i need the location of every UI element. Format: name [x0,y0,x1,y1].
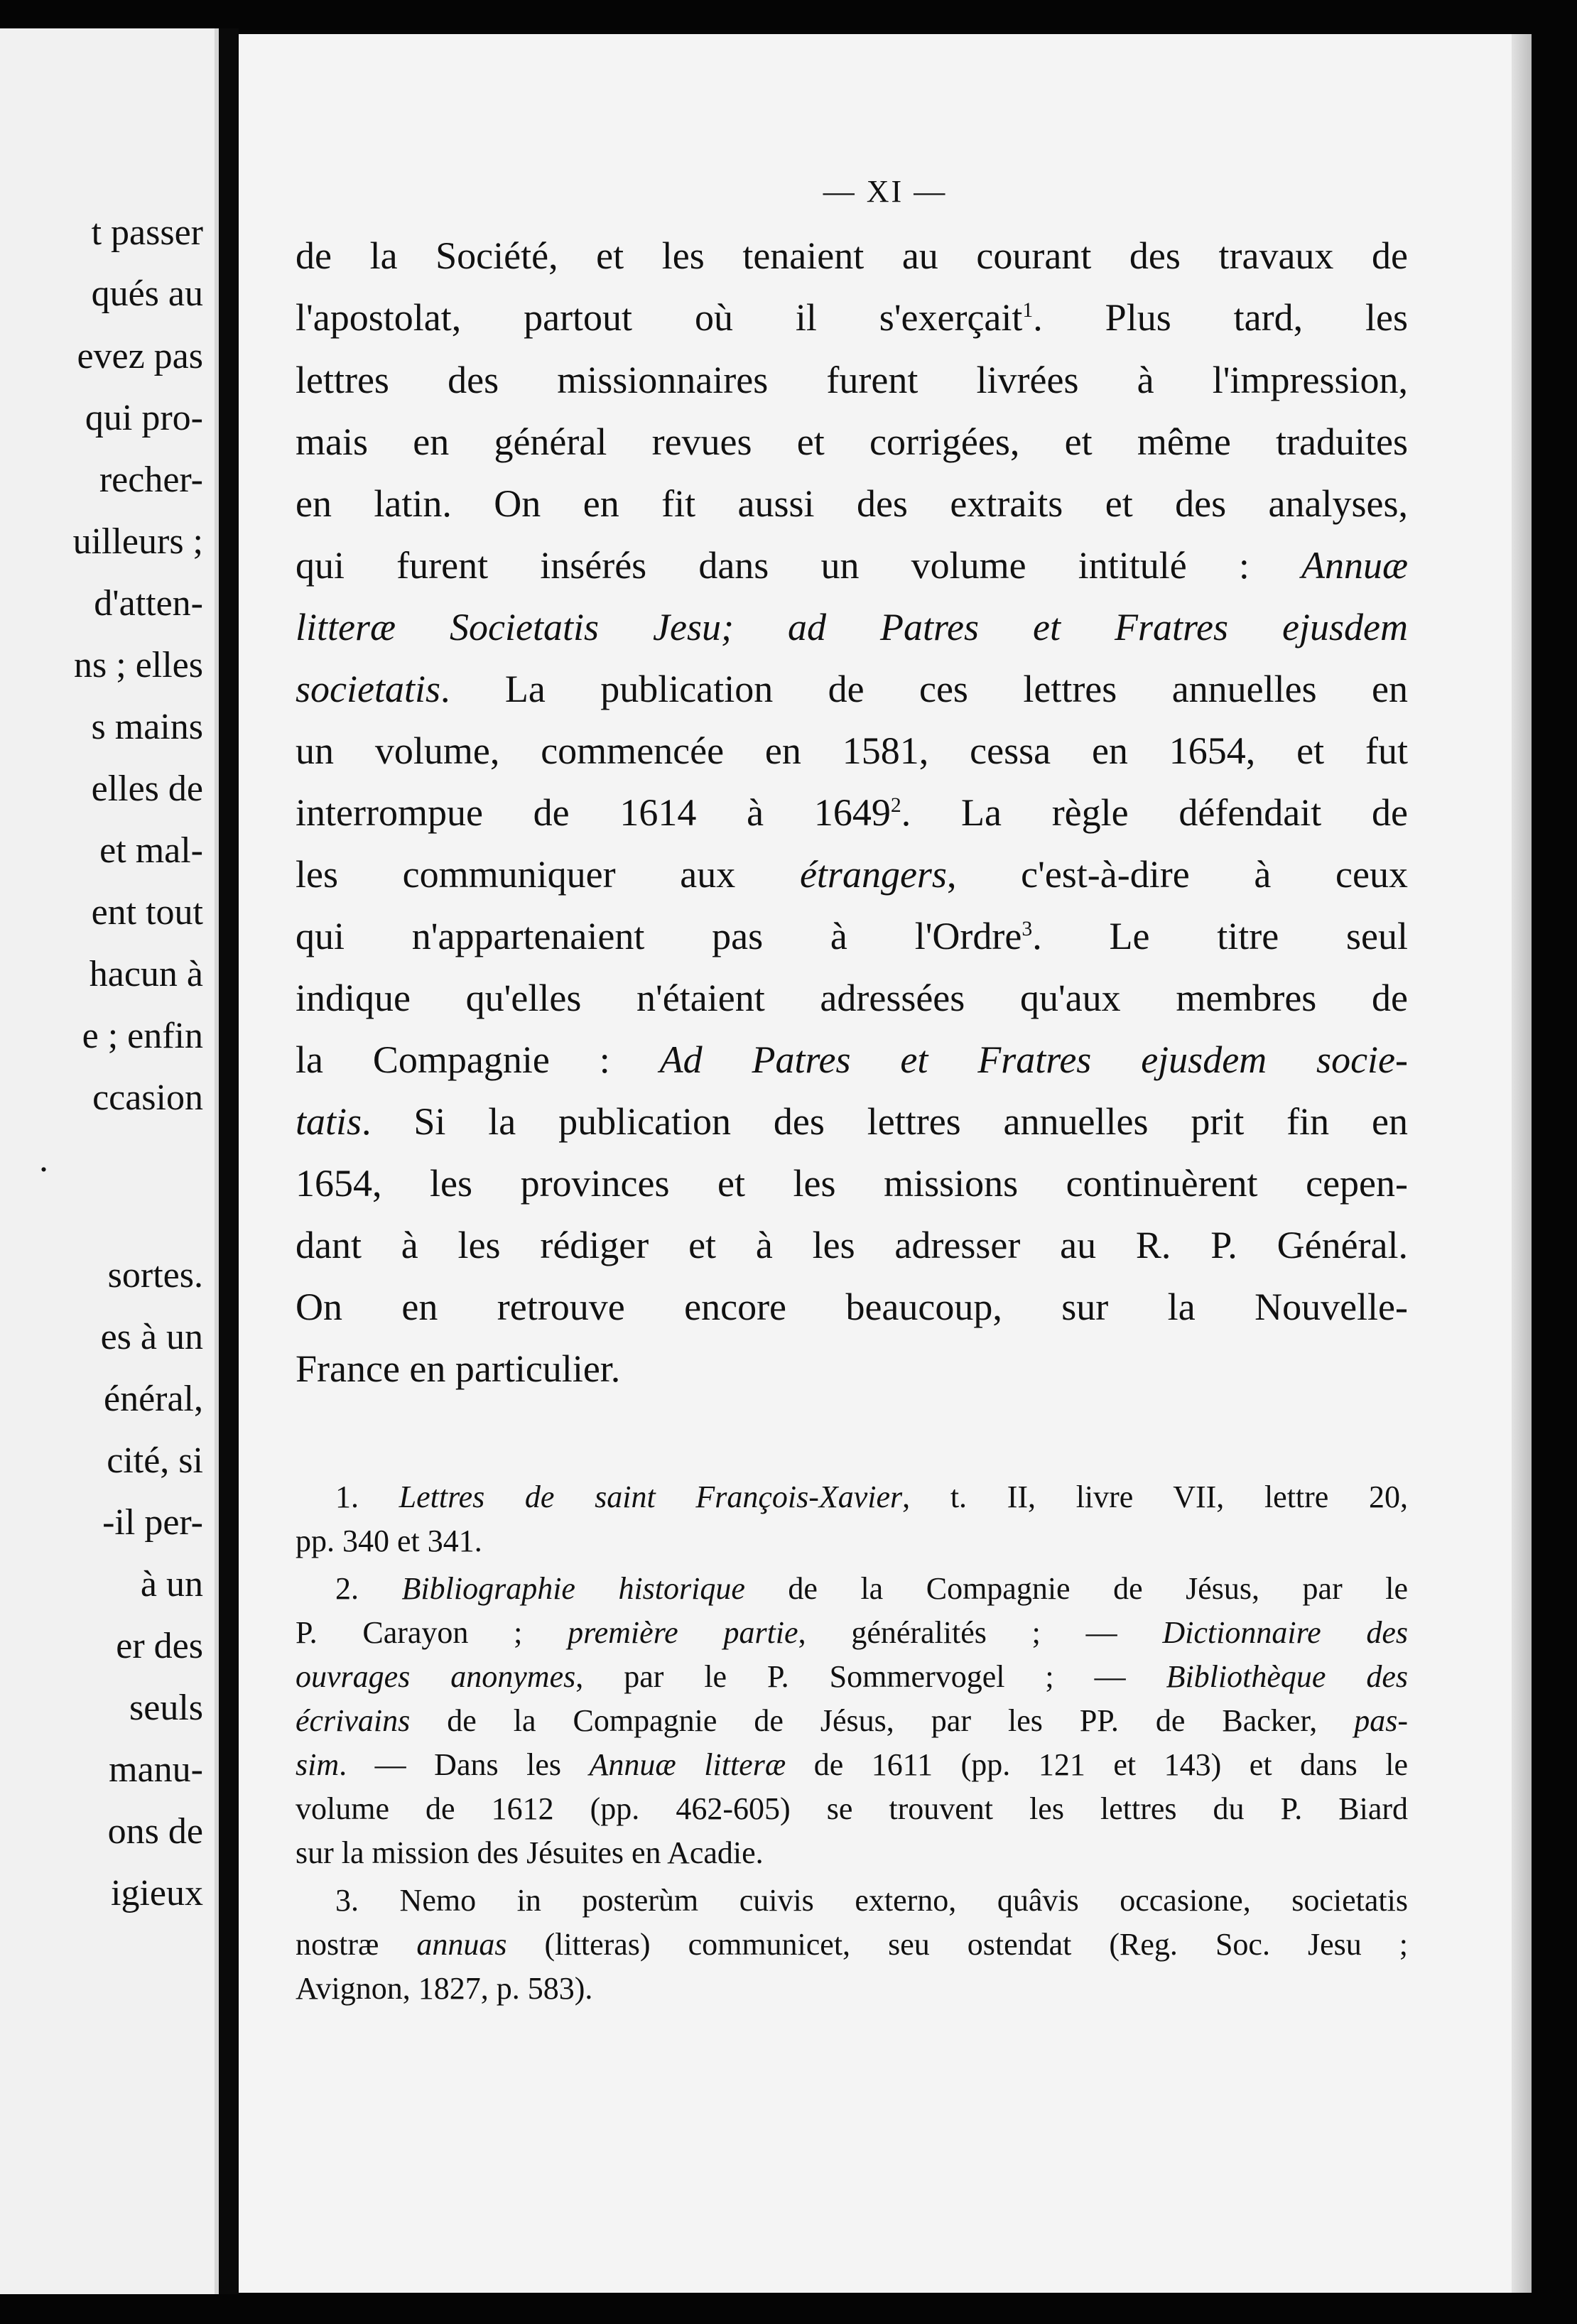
left-line: seuls [129,1688,203,1728]
left-line: ccasion [92,1077,203,1118]
footnote-line: pp. 340 et 341. [296,1524,482,1558]
left-line: igieux [111,1873,203,1913]
body-line: litteræ Societatis Jesu; ad Patres et Fratres ejusdem [296,606,1408,648]
footnote-line: 1. Lettres de saint François-Xavier, t. II, livre VII, lettre 20, [335,1479,1408,1514]
left-line: recher- [99,460,203,500]
body-line: qui furent insérés dans un volume intitulé : Annuæ [296,544,1408,587]
left-line: manu- [109,1749,203,1790]
page-number: — XI — [823,174,948,209]
footnote-line: nostræ annuas (litteras) communicet, seu ostendat (Reg. Soc. Jesu ; [296,1927,1408,1962]
left-line: sortes. [107,1255,203,1296]
footnote-line: P. Carayon ; première partie, généralités ; — Dictionnaire des [296,1615,1409,1650]
left-line: à un [140,1564,203,1604]
left-line: qui pro- [85,398,203,438]
left-line: ns ; elles [74,645,203,685]
body-line: les communiquer aux étrangers, c'est-à-dire à ceux [296,853,1408,896]
page-edge [1512,34,1532,2293]
left-line: elles de [91,769,203,809]
body-line: societatis. La publication de ces lettres annuelles en [296,668,1408,710]
footnote-line: Avignon, 1827, p. 583). [296,1971,593,2006]
left-line: ent tout [91,892,203,933]
body-line: lettres des missionnaires furent livrées à l'impression, [296,359,1408,401]
left-line: t passer [91,212,203,253]
left-line: . [39,1139,48,1180]
body-line: indique qu'elles n'étaient adressées qu'aux membres de [296,977,1408,1019]
body-line: tatis. Si la publication des lettres annuelles prit fin en [296,1100,1408,1143]
left-line: s mains [91,707,203,747]
footnote-line: 3. Nemo in posterùm cuivis externo, quâvis occasione, societatis [335,1883,1408,1918]
body-line: la Compagnie : Ad Patres et Fratres ejusdem socie- [296,1038,1408,1081]
left-page-fragment [0,28,219,2294]
body-line: France en particulier. [296,1347,621,1390]
body-line: en latin. On en fit aussi des extraits et des analyses, [296,482,1408,525]
footnote-line: sim. — Dans les Annuæ litteræ de 1611 (pp. 121 et 143) et dans le [296,1747,1409,1782]
left-line: d'atten- [94,583,203,624]
book-gutter [219,28,239,2294]
left-line: evez pas [77,336,203,376]
footnote-line: sur la mission des Jésuites en Acadie. [296,1835,764,1870]
footnote-line: ouvrages anonymes, par le P. Sommervogel ; — Bibliothèque des [296,1659,1409,1694]
left-line: et mal- [99,830,203,871]
footnote-line: écrivains de la Compagnie de Jésus, par les PP. de Backer, pas- [296,1703,1408,1738]
body-line: qui n'appartenaient pas à l'Ordre$^3$. Le titre seul [296,915,1408,957]
left-line: ons de [107,1811,203,1852]
body-line: 1654, les provinces et les missions continuèrent cepen- [296,1162,1408,1205]
left-line: e ; enfin [82,1016,203,1056]
body-line: On en retrouve encore beaucoup, sur la Nouvelle- [296,1286,1408,1328]
left-line: qués au [91,273,203,314]
left-line: hacun à [89,954,203,994]
body-line: dant à les rédiger et à les adresser au R. P. Général. [296,1224,1408,1266]
left-line: uilleurs ; [72,521,203,562]
left-line: er des [116,1626,203,1666]
body-line: l'apostolat, partout où il s'exerçait$^1$. Plus tard, les [296,296,1408,339]
left-line: -il per- [102,1502,203,1543]
body-line: de la Société, et les tenaient au courant des travaux de [296,234,1408,277]
footnote-line: 2. Bibliographie historique de la Compagnie de Jésus, par le [335,1571,1408,1606]
left-line: es à un [100,1317,203,1357]
main-page [239,34,1532,2293]
left-line: énéral, [103,1379,203,1419]
footnote-line: volume de 1612 (pp. 462-605) se trouvent les lettres du P. Biard [296,1791,1408,1826]
body-line: interrompue de 1614 à 1649$^2$. La règle défendait de [296,791,1408,834]
left-line: cité, si [107,1440,203,1481]
body-line: mais en général revues et corrigées, et même traduites [296,420,1408,463]
body-line: un volume, commencée en 1581, cessa en 1654, et fut [296,729,1408,772]
